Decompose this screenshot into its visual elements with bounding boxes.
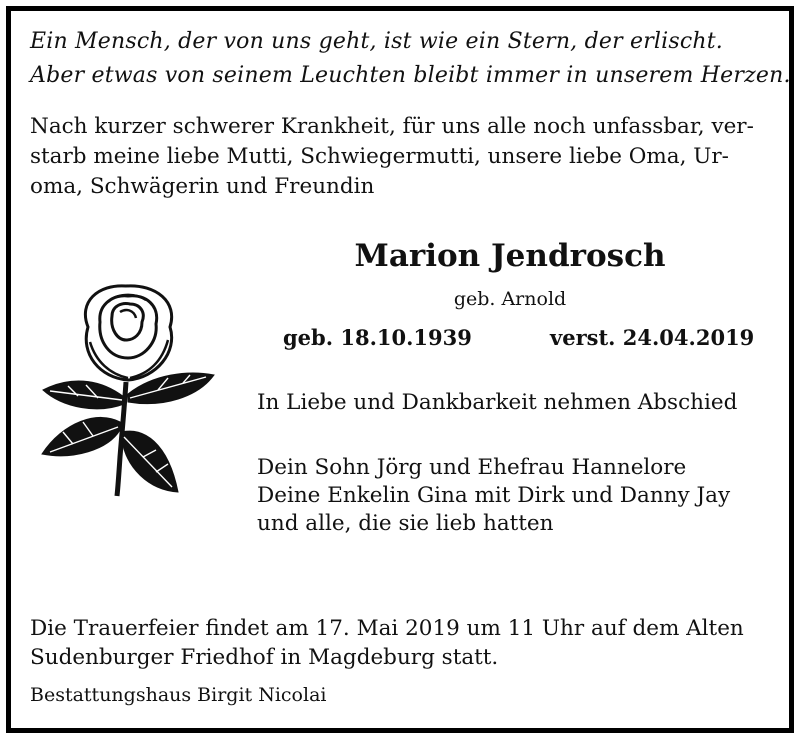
intro-text	[30, 112, 770, 202]
intro-line-2: starb meine liebe Mutti, Schwiegermutti, unsere liebe Oma, Ur-	[30, 144, 729, 169]
funeral-home: Bestattungshaus Birgit Nicolai	[30, 684, 327, 706]
quote-line-2: Aber etwas von seinem Leuchten bleibt immer in unserem Herzen.	[30, 63, 791, 88]
mourners-list	[257, 454, 730, 538]
memorial-quote	[30, 25, 791, 93]
ceremony-line-1: Die Trauerfeier findet am 17. Mai 2019 um 11 Uhr auf dem Alten	[30, 616, 744, 641]
funeral-details	[30, 614, 770, 672]
birth-date: geb. 18.10.1939	[283, 325, 472, 350]
intro-line-1: Nach kurzer schwerer Krankheit, für uns alle noch unfassbar, ver-	[30, 114, 754, 139]
ceremony-line-2: Sudenburger Friedhof in Magdeburg statt.	[30, 645, 499, 670]
rose-icon	[38, 282, 218, 500]
mourner-line: Dein Sohn Jörg und Ehefrau Hannelore	[257, 455, 687, 480]
deceased-name: Marion Jendrosch	[354, 238, 666, 274]
quote-line-1: Ein Mensch, der von uns geht, ist wie ein Stern, der erlischt.	[30, 29, 724, 54]
mourner-line: Deine Enkelin Gina mit Dirk und Danny Jay	[257, 483, 731, 508]
farewell-text: In Liebe und Dankbarkeit nehmen Abschied	[257, 390, 738, 415]
intro-line-3: oma, Schwägerin und Freundin	[30, 174, 375, 199]
maiden-name: geb. Arnold	[453, 288, 567, 310]
mourner-line: und alle, die sie lieb hatten	[257, 511, 554, 536]
death-date: verst. 24.04.2019	[550, 325, 755, 350]
